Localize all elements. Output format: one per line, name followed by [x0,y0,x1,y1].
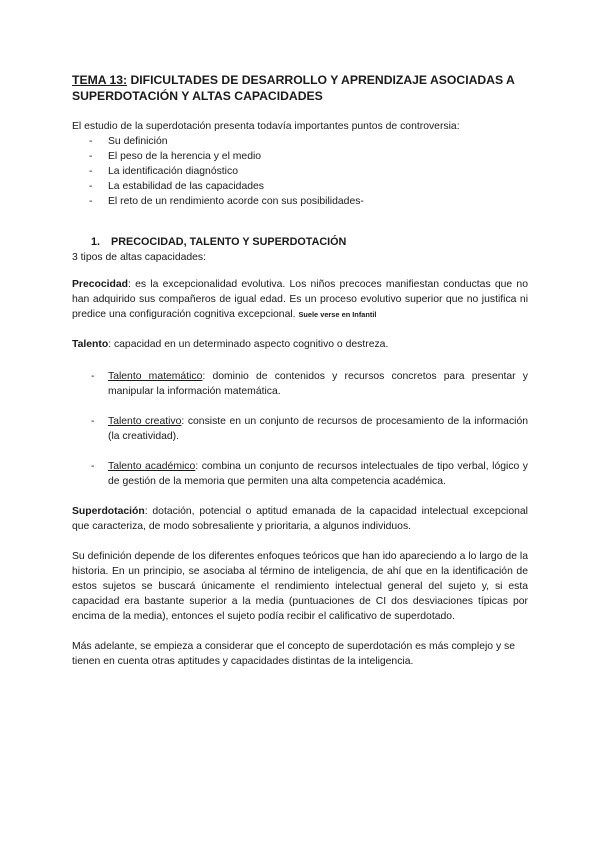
list-item: - La estabilidad de las capacidades [72,179,528,194]
superdotacion-term: Superdotación [72,506,145,517]
list-item: - El reto de un rendimiento acorde con sus posibilidades- [72,194,528,209]
precocidad-text: : es la excepcionalidad evolutiva. Los niños precoces manifiestan conductas que no han adquirido sus compañeros de igual edad. Es un proceso evolutivo superior que no justifica ni predice una configuración cognitiva excepcional. [72,279,528,320]
talent-desc: : combina un conjunto de recursos intelectuales de tipo verbal, lógico y de gestión de la memoria que permiten una alta competencia académica. [108,461,529,487]
talent-name: Talento creativo [108,416,182,427]
talento-paragraph [72,337,528,352]
list-item [72,459,528,489]
title-prefix: TEMA 13: [72,73,128,87]
talent-desc: : consiste en un conjunto de recursos de procesamiento de la información (la creatividad). [108,416,529,442]
talent-desc: : dominio de contenidos y recursos concretos para presentar y manipular la información matemática. [108,371,528,397]
title-text: DIFICULTADES DE DESARROLLO Y APRENDIZAJE ASOCIADAS A SUPERDOTACIÓN Y ALTAS CAPACIDADES [72,73,515,103]
list-item [72,369,528,399]
section-subtitle: 3 tipos de altas capacidades: [72,252,207,263]
section-heading [72,235,528,250]
superdotacion-paragraph [72,504,528,534]
list-item: - La identificación diagnóstico [72,164,528,179]
definition-paragraph: Su definición depende de los diferentes enfoques teóricos que han ido apareciendo a lo largo de la historia. En un principio, se asociaba al término de inteligencia, de ahí que en la identificación de estos sujetos se buscará únicamente el rendimiento intelectual general del sujeto y, si esta capacidad era bastante superior a la media (puntuaciones de CI dos desviaciones típicas por encima de la media), entonces el sujeto podía recibir el calificativo de superdotado. [72,551,528,622]
talento-term: Talento [72,339,109,350]
list-item [72,414,528,444]
intro-paragraph: El estudio de la superdotación presenta todavía importantes puntos de controversia: [72,121,460,132]
precocidad-paragraph [72,277,528,322]
precocidad-term: Precocidad [72,279,129,290]
talent-list [72,369,528,489]
controversy-list [72,134,528,209]
section-heading-text: PRECOCIDAD, TALENTO Y SUPERDOTACIÓN [111,236,347,248]
talento-text: : capacidad en un determinado aspecto cognitivo o destreza. [108,339,389,350]
talent-name: Talento académico [108,461,196,472]
document-page [72,72,528,669]
later-paragraph: Más adelante, se empieza a considerar que el concepto de superdotación es más complejo y se tienen en cuenta otras aptitudes y capacidades distintas de la inteligencia. [72,641,516,667]
list-item: - El peso de la herencia y el medio [72,149,528,164]
talent-name: Talento matemático [108,371,203,382]
list-item: - Su definición [72,134,528,149]
page-title [72,72,528,104]
superdotacion-text: : dotación, potencial o aptitud emanada de la capacidad intelectual excepcional que caracteriza, de modo sobresaliente y prioritaria, a algunos individuos. [72,506,528,532]
section-number: 1. [91,236,101,248]
precocidad-note: Suele verse en Infantil [298,310,377,319]
